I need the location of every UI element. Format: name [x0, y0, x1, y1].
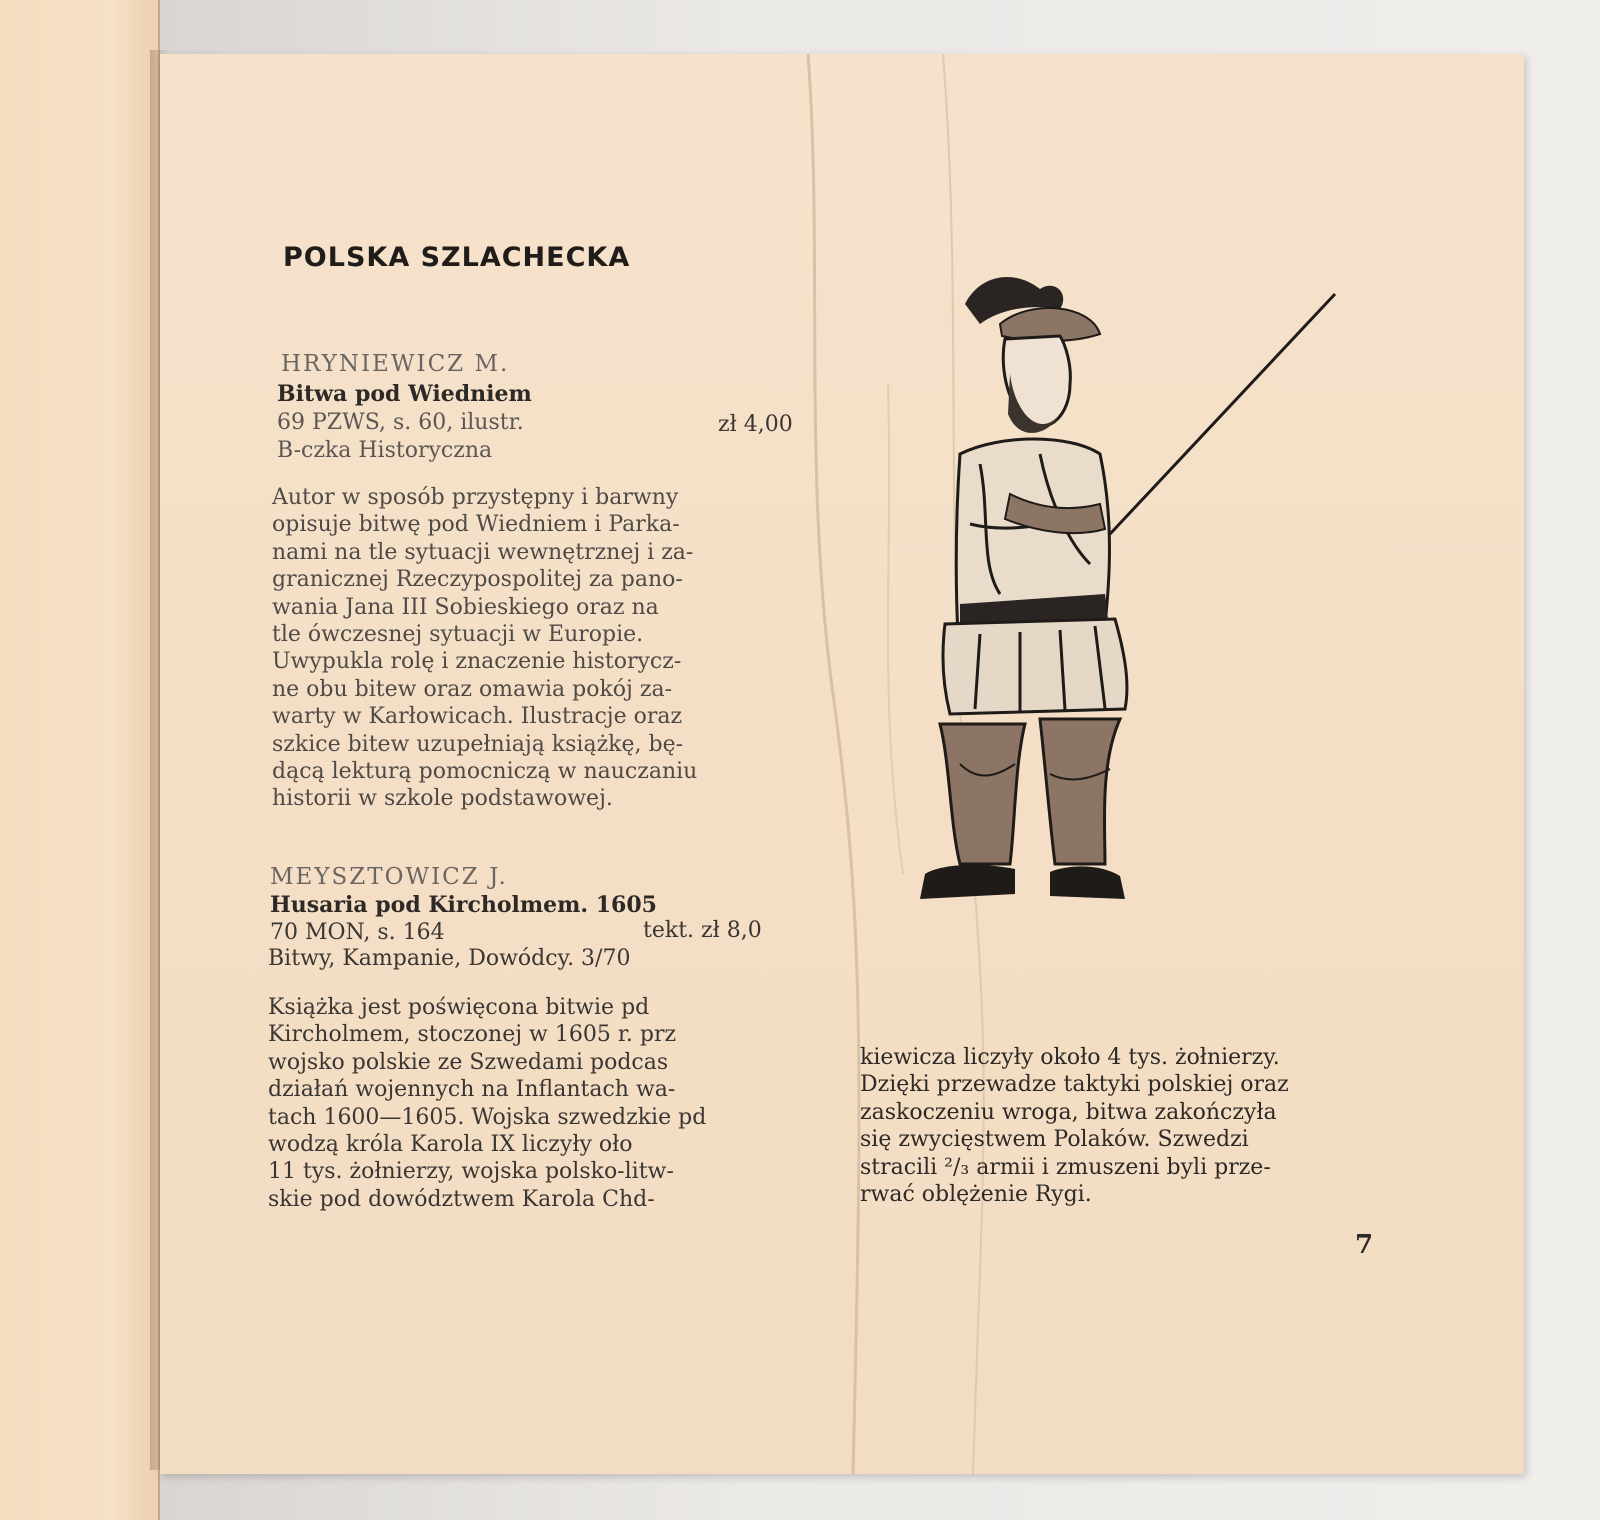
book1-author: HRYNIEWICZ M. [281, 351, 510, 377]
desc-line: dącą lekturą pomocniczą w nauczaniu [272, 759, 698, 785]
desc-line: wojsko polskie ze Szwedami podcas [268, 1049, 669, 1075]
book1-series: B-czka Historyczna [277, 438, 493, 463]
desc-line: ne obu bitew oraz omawia pokój za- [272, 676, 672, 702]
desc-line: się zwycięstwem Polaków. Szwedzi [860, 1127, 1249, 1153]
book2-meta: 70 MON, s. 164 [270, 920, 445, 945]
desc-line: wodzą króla Karola IX liczyły oło [268, 1132, 633, 1158]
book2-author: MEYSZTOWICZ J. [270, 864, 508, 890]
book1-description [272, 484, 697, 813]
desc-line: działań wojennych na Inflantach wa- [268, 1077, 676, 1103]
desc-line: opisuje bitwę pod Wiedniem i Parka- [272, 512, 680, 538]
book-page [160, 54, 1524, 1474]
desc-line: kiewicza liczyły około 4 tys. żołnierzy. [860, 1045, 1280, 1070]
desc-line: Uwypukla rolę i znaczenie historycz- [272, 649, 682, 675]
nobleman-illustration [920, 264, 1360, 904]
desc-line: zaskoczeniu wroga, bitwa zakończyła [860, 1099, 1277, 1125]
book1-price: zł 4,00 [718, 412, 793, 437]
desc-line: granicznej Rzeczypospolitej za pano- [272, 567, 683, 593]
desc-line: Autor w sposób przystępny i barwny [272, 485, 679, 510]
book2-continuation [860, 1044, 1289, 1208]
desc-line: tle ówczesnej sytuacji w Europie. [272, 622, 644, 648]
book2-series: Bitwy, Kampanie, Dowódcy. 3/70 [268, 946, 631, 971]
desc-line: wania Jana III Sobieskiego oraz na [272, 594, 659, 620]
desc-line: historii w szkole podstawowej. [272, 786, 613, 812]
desc-line: stracili ²/₃ armii i zmuszeni byli prze- [860, 1154, 1271, 1180]
book2-title: Husaria pod Kircholmem. 1605 [270, 892, 657, 918]
desc-line: tach 1600—1605. Wojska szwedzkie pd [268, 1104, 707, 1130]
section-heading: POLSKA SZLACHECKA [283, 242, 631, 273]
desc-line: Kircholmem, stoczonej w 1605 r. prz [268, 1022, 677, 1048]
desc-line: Książka jest poświęcona bitwie pd [268, 995, 650, 1020]
previous-page-edge [0, 0, 160, 1520]
book2-description [268, 994, 706, 1213]
book1-meta: 69 PZWS, s. 60, ilustr. [277, 410, 524, 435]
book1-title: Bitwa pod Wiedniem [277, 381, 532, 407]
book2-price: tekt. zł 8,0 [643, 918, 762, 943]
desc-line: szkice bitew uzupełniają książkę, bę- [272, 731, 684, 757]
desc-line: Dzięki przewadze taktyki polskiej oraz [860, 1072, 1289, 1098]
desc-line: 11 tys. żołnierzy, wojska polsko-litw- [268, 1159, 674, 1185]
desc-line: warty w Karłowicach. Ilustracje oraz [272, 704, 683, 730]
desc-line: rwać oblężenie Rygi. [860, 1182, 1092, 1208]
page-number: 7 [1355, 1230, 1374, 1260]
desc-line: nami na tle sytuacji wewnętrznej i za- [272, 539, 694, 565]
desc-line: skie pod dowództwem Karola Chd- [268, 1186, 655, 1212]
